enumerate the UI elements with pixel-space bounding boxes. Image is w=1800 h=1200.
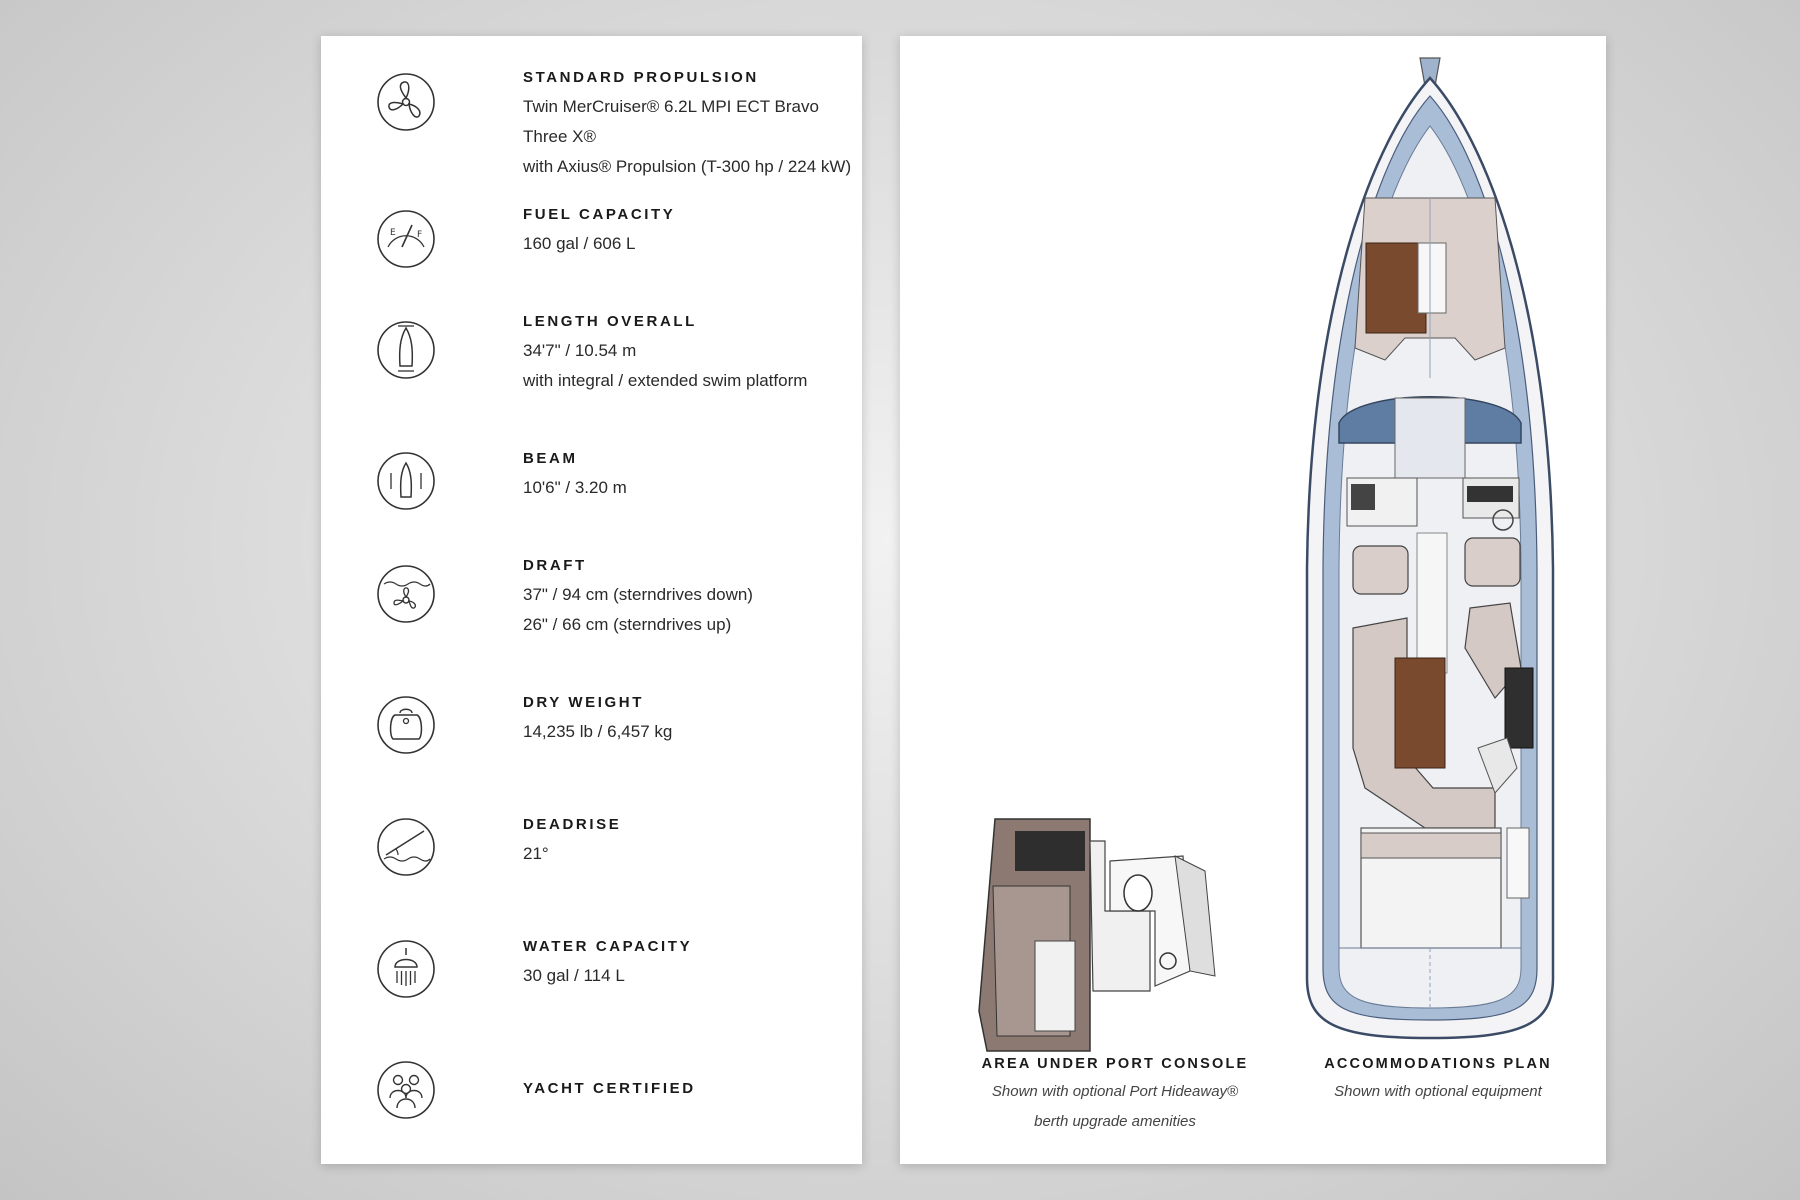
spec-label: BEAM	[523, 450, 578, 467]
spec-length-overall	[376, 312, 852, 422]
accommodations-plan-drawing	[1295, 48, 1565, 1048]
shower-icon	[376, 939, 436, 999]
spec-value: 37" / 94 cm (sterndrives down)	[523, 585, 753, 604]
spec-dry-weight	[376, 693, 852, 803]
spec-label: DRY WEIGHT	[523, 694, 645, 711]
spec-label: LENGTH OVERALL	[523, 313, 697, 330]
boat-length-icon	[376, 320, 436, 380]
spec-label: DEADRISE	[523, 816, 622, 833]
plan-subtitle: Shown with optional Port Hideaway®	[991, 1083, 1239, 1100]
spec-water-capacity	[376, 937, 852, 1047]
spec-value: 160 gal / 606 L	[523, 234, 636, 253]
weight-icon	[376, 695, 436, 755]
people-group-icon	[376, 1060, 436, 1120]
propeller-icon	[376, 72, 436, 132]
spec-standard-propulsion	[376, 68, 852, 178]
spec-fuel-capacity	[376, 205, 852, 315]
spec-deadrise	[376, 815, 852, 925]
spec-value: Twin MerCruiser® 6.2L MPI ECT Bravo Three X®	[523, 97, 819, 146]
spec-draft	[376, 556, 852, 666]
svg-text:E: E	[390, 228, 396, 238]
plans-panel	[900, 36, 1606, 1164]
spec-value: 21°	[523, 844, 549, 863]
plan-subtitle: Shown with optional equipment	[1334, 1083, 1542, 1100]
fuel-gauge-icon	[376, 209, 436, 269]
spec-yacht-certified	[376, 1048, 852, 1158]
draft-propeller-icon	[376, 564, 436, 624]
plan-title: ACCOMMODATIONS PLAN	[1324, 1056, 1552, 1072]
spec-value: 10'6" / 3.20 m	[523, 478, 627, 497]
spec-value: 34'7" / 10.54 m	[523, 341, 637, 360]
spec-value: with integral / extended swim platform	[523, 371, 808, 390]
specifications-panel	[321, 36, 862, 1164]
console-area-drawing	[975, 811, 1240, 1066]
plan-title: AREA UNDER PORT CONSOLE	[981, 1056, 1249, 1072]
console-plan-caption	[960, 1054, 1270, 1137]
spec-value: 30 gal / 114 L	[523, 966, 625, 985]
boat-beam-icon	[376, 451, 436, 511]
spec-label: DRAFT	[523, 557, 587, 574]
spec-label: STANDARD PROPULSION	[523, 69, 759, 86]
spec-label: YACHT CERTIFIED	[523, 1080, 696, 1097]
spec-value: 26" / 66 cm (sterndrives up)	[523, 615, 732, 634]
accommodations-plan-caption	[1298, 1054, 1578, 1107]
spec-value: 14,235 lb / 6,457 kg	[523, 722, 673, 741]
plan-subtitle: berth upgrade amenities	[1034, 1113, 1196, 1130]
spec-label: WATER CAPACITY	[523, 938, 693, 955]
deadrise-icon	[376, 817, 436, 877]
spec-value: with Axius® Propulsion (T-300 hp / 224 kW)	[523, 157, 852, 176]
spec-beam	[376, 449, 852, 559]
svg-text:F: F	[417, 230, 423, 240]
spec-label: FUEL CAPACITY	[523, 206, 676, 223]
